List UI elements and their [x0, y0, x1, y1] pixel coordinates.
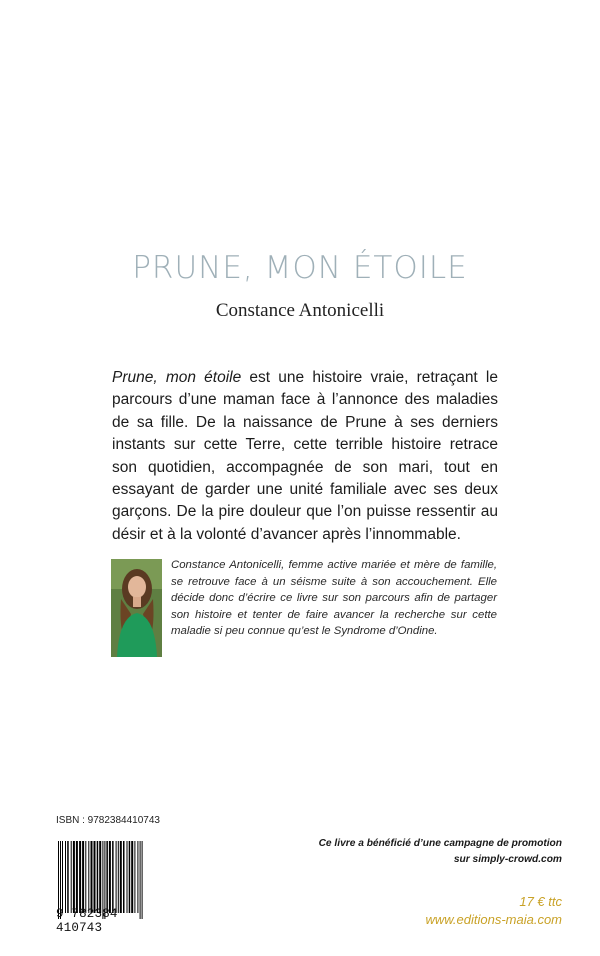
synopsis-text: est une histoire vraie, retraçant le parcours d’une maman face à l’annonce des maladies de sa fille. De la naissance de Prune à ses derniers instants sur cette Terre, cette terrible histoire retrace son quotidien, accompagnée de son mari, tout en essayant de garder une unité familiale avec ses deux garçons. De la pire douleur que l’on puisse ressentir au désir et à la volonté d’avancer après l’innommable.	[112, 369, 498, 543]
promo-notice	[319, 836, 562, 868]
barcode-bar	[134, 841, 135, 913]
barcode-bar	[88, 841, 89, 913]
barcode-bar	[127, 841, 128, 913]
barcode-bar	[85, 841, 86, 913]
barcode-bar	[73, 841, 75, 913]
barcode-bar	[67, 841, 69, 913]
barcode-bar	[62, 841, 63, 913]
barcode-bar	[131, 841, 133, 913]
barcode-bar	[109, 841, 111, 913]
author-name: Constance Antonicelli	[215, 300, 385, 321]
publisher-website: www.editions-maia.com	[425, 912, 562, 927]
promo-line-2: sur simply-crowd.com	[453, 854, 562, 865]
promo-line-1: Ce livre a bénéficié d’une campagne de promotion	[318, 838, 562, 849]
author-bio-section	[111, 557, 501, 661]
barcode-bar	[120, 841, 122, 913]
synopsis-lead-title: Prune, mon étoile	[112, 369, 242, 386]
author-photo	[111, 559, 162, 657]
barcode-bar	[79, 841, 81, 913]
price-amount: 17 € ttc	[519, 894, 562, 909]
book-title: PRUNE, MON ÉTOILE	[132, 250, 468, 286]
synopsis	[112, 367, 498, 546]
barcode-bar	[91, 841, 93, 913]
author-portrait-image	[111, 559, 162, 657]
barcode-bar	[71, 841, 72, 913]
barcode-bar	[106, 841, 108, 913]
barcode-bar	[112, 841, 114, 913]
isbn-label: ISBN : 9782384410743	[56, 815, 160, 826]
barcode-bar	[99, 841, 101, 913]
barcode-bar	[65, 841, 66, 913]
barcode-bar	[82, 841, 84, 913]
barcode-bar	[118, 841, 119, 913]
price-block	[425, 893, 562, 929]
barcode-digits: 9 782384 410743	[56, 907, 118, 935]
barcode-bar	[116, 841, 117, 913]
barcode-bar	[97, 841, 99, 913]
barcode-bar	[129, 841, 131, 913]
barcode-bar	[137, 841, 138, 913]
author-bio: Constance Antonicelli, femme active mariée et mère de famille, se retrouve face à un séisme suite à son accouchement. Elle décide donc d’écrire ce livre sur son parcours afin de partager son histoire et tenter de faire avancer la recherche sur cette maladie si peu connue qu’est le Syndrome d’Ondine.	[171, 559, 497, 638]
barcode-bar	[76, 841, 78, 913]
barcode-bar	[94, 841, 96, 913]
barcode-bar	[123, 841, 125, 913]
